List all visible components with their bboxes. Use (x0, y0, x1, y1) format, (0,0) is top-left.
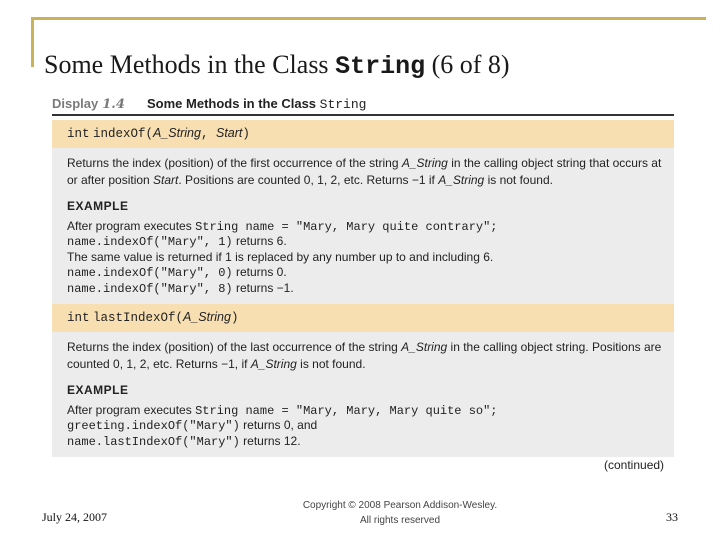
example-text: returns 0, and (239, 418, 318, 432)
sig-close: ) (230, 311, 239, 325)
desc-text: in the calling object string. Positions are counted 0, 1, 2, etc. Returns −1, if (67, 340, 662, 371)
desc-text: is not found. (484, 173, 553, 187)
example-code: greeting.indexOf("Mary") (67, 419, 240, 433)
desc-param: A_String (401, 156, 448, 170)
method-description (67, 155, 662, 189)
sig-param: A_String (153, 126, 201, 140)
example-line (67, 250, 493, 264)
example-text: After program executes (67, 403, 196, 417)
desc-text: Returns the index (position) of the last occurrence of the string (67, 340, 402, 354)
sig-return-type: int (67, 127, 90, 141)
example-line (67, 434, 301, 449)
sig-return-type: int (67, 311, 90, 325)
display-header-rule (52, 114, 674, 116)
sig-method-name: lastIndexOf( (93, 311, 184, 325)
footer-date: July 24, 2007 (42, 510, 108, 524)
continued-note: (continued) (604, 458, 665, 472)
copyright-line: Copyright © 2008 Pearson Addison-Wesley. (302, 500, 498, 511)
slide-title-code: String (335, 52, 426, 81)
example-text: returns 12. (239, 434, 301, 448)
desc-param: A_String (401, 340, 448, 354)
example-line (67, 234, 287, 249)
desc-param: A_String (250, 357, 297, 371)
title-frame-left-rule (31, 17, 34, 67)
example-line (67, 219, 498, 234)
method-signature-indexof (52, 120, 674, 148)
display-title (147, 96, 366, 112)
sig-separator: , (200, 127, 216, 141)
desc-text: Returns the index (position) of the first occurrence of the string (67, 156, 402, 170)
example-code: String name = "Mary, Mary quite contrary"; (195, 220, 498, 234)
example-text: The same value is returned if 1 is replaced by any number up to and including 6. (67, 250, 494, 264)
example-text: returns −1. (232, 281, 294, 295)
sig-param: A_String (183, 310, 231, 324)
method-signature-lastindexof (52, 304, 674, 332)
display-label: Display (52, 96, 99, 111)
display-number: 1.4 (102, 97, 125, 112)
example-code: name.indexOf("Mary", 8) (67, 282, 233, 296)
example-line (67, 281, 294, 296)
slide-title-prefix: Some Methods in the Class (44, 50, 336, 79)
display-title-prefix: Some Methods in the Class (147, 96, 320, 111)
desc-param: A_String (438, 173, 485, 187)
example-code: String name = "Mary, Mary, Mary quite so"; (195, 404, 498, 418)
example-text: After program executes (67, 219, 196, 233)
title-frame-top-rule (31, 17, 706, 20)
desc-text: . Positions are counted 0, 1, 2, etc. Returns −1 if (178, 173, 439, 187)
display-header (52, 96, 674, 112)
sig-method-name: indexOf( (93, 127, 154, 141)
slide-title-suffix: (6 of 8) (425, 50, 510, 79)
example-line (67, 403, 498, 418)
sig-close: ) (242, 127, 250, 141)
example-heading: EXAMPLE (67, 199, 129, 213)
slide-title (44, 50, 510, 81)
example-text: returns 0. (232, 265, 287, 279)
methods-table (52, 120, 674, 457)
example-text: returns 6. (232, 234, 287, 248)
example-heading: EXAMPLE (67, 383, 129, 397)
footer-copyright (280, 498, 520, 528)
desc-param: Start (153, 173, 179, 187)
example-code: name.indexOf("Mary", 1) (67, 235, 233, 249)
method-description (67, 339, 662, 373)
desc-text: in the calling object string that occurs at or after position (67, 156, 662, 187)
example-code: name.indexOf("Mary", 0) (67, 266, 233, 280)
example-code: name.lastIndexOf("Mary") (67, 435, 240, 449)
sig-param: Start (215, 126, 243, 140)
display-title-code: String (319, 97, 367, 112)
copyright-line: All rights reserved (359, 515, 441, 526)
example-line (67, 418, 317, 433)
page-number: 33 (666, 510, 678, 524)
desc-text: is not found. (296, 357, 366, 371)
example-line (67, 265, 287, 280)
